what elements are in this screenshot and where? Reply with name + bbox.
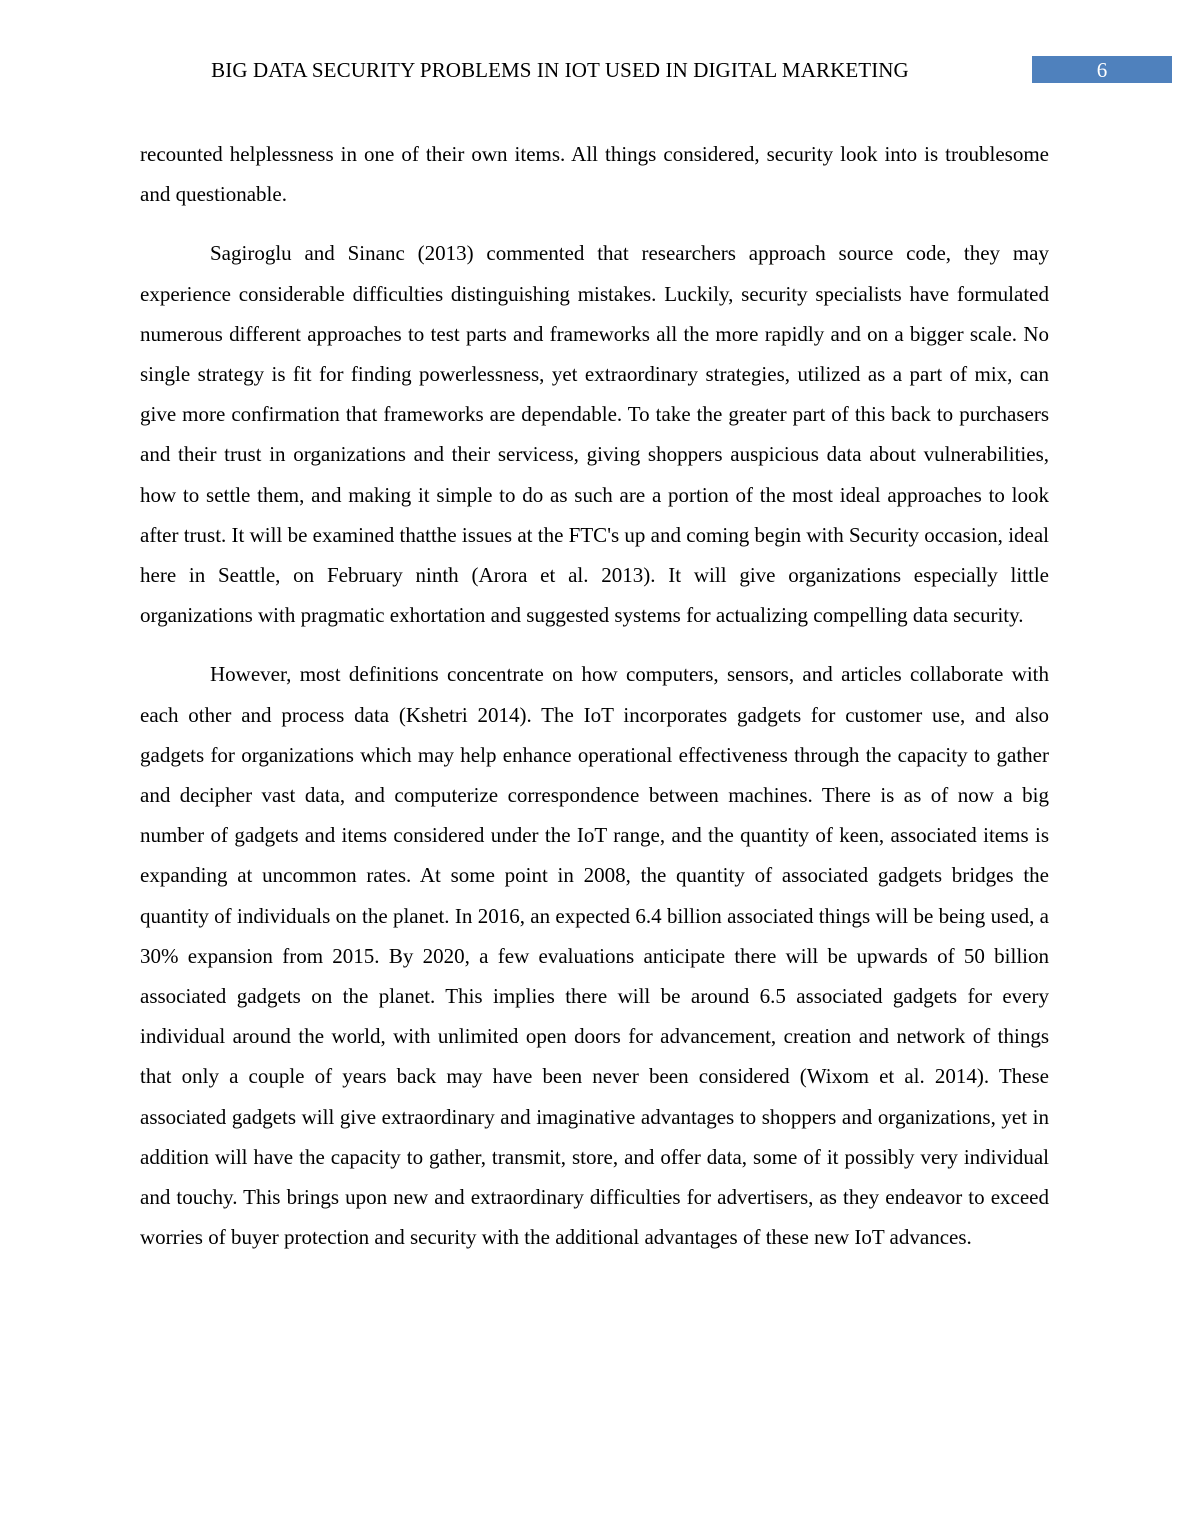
paragraph-continued: recounted helplessness in one of their own items. All things considered, security look into is troublesome and questionable.: [140, 142, 1049, 207]
paragraph-sagiroglu: Sagiroglu and Sinanc (2013) commented that researchers approach source code, they may experience considerable difficulties distinguishing mistakes. Luckily, security specialists have formulated numerous different approaches to test parts and frameworks all the more rapidly and on a bigger scale. No single strategy is fit for finding powerlessness, yet extraordinary strategies, utilized as a part of mix, can give more confirmation that frameworks are dependable. To take the greater part of this back to purchasers and their trust in organizations and their servicess, giving shoppers auspicious data about vulnerabilities, how to settle them, and making it simple to do as such are a portion of the most ideal approaches to look after trust. It will be examined thatthe issues at the FTC's up and coming begin with Security occasion, ideal here in Seattle, on February ninth (Arora et al. 2013). It will give organizations especially little organizations with pragmatic exhortation and suggested systems for actualizing compelling data security.: [140, 241, 1049, 628]
paragraph-however: However, most definitions concentrate on how computers, sensors, and articles collaborate with each other and process data (Kshetri 2014). The IoT incorporates gadgets for customer use, and also gadgets for organizations which may help enhance operational effectiveness through the capacity to gather and decipher vast data, and computerize correspondence between machines. There is as of now a big number of gadgets and items considered under the IoT range, and the quantity of keen, associated items is expanding at uncommon rates. At some point in 2008, the quantity of associated gadgets bridges the quantity of individuals on the planet. In 2016, an expected 6.4 billion associated things will be being used, a 30% expansion from 2015. By 2020, a few evaluations anticipate there will be upwards of 50 billion associated gadgets on the planet. This implies there will be around 6.5 associated gadgets for every individual around the world, with unlimited open doors for advancement, creation and network of things that only a couple of years back may have been never been considered (Wixom et al. 2014). These associated gadgets will give extraordinary and imaginative advantages to shoppers and organizations, yet in addition will have the capacity to gather, transmit, store, and offer data, some of it possibly very individual and touchy. This brings upon new and extraordinary difficulties for advertisers, as they endeavor to exceed worries of buyer protection and security with the additional advantages of these new IoT advances.: [140, 662, 1049, 1250]
page-number: 6: [1032, 56, 1172, 83]
document-body: [140, 134, 1049, 1276]
running-head: BIG DATA SECURITY PROBLEMS IN IOT USED IN DIGITAL MARKETING: [211, 58, 909, 82]
page-header: [0, 56, 1190, 84]
